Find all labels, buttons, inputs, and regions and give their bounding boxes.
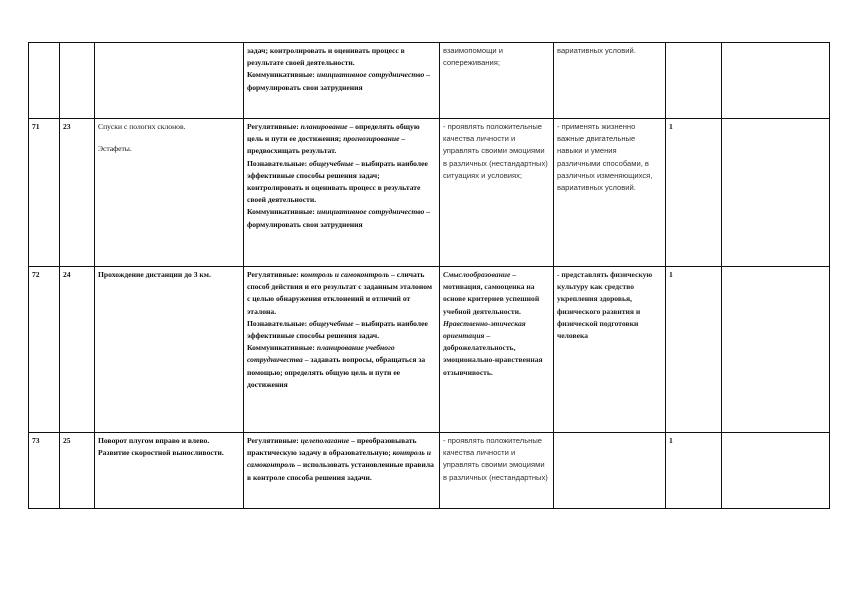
- table-row: [29, 267, 830, 433]
- row-number: 72: [29, 267, 60, 433]
- hours-cell: 1: [666, 119, 722, 267]
- topic-line: Поворот плугом вправо и влево. Развитие скоростной выносливости.: [98, 436, 224, 458]
- lesson-number: [60, 43, 95, 119]
- uud-cell: Регулятивные: целеполагание – преобразовывать практическую задачу в образовательную; контроль и самоконтроль – использовать установленные правила в контроле способа решения задачи.: [244, 433, 440, 509]
- row-number: 73: [29, 433, 60, 509]
- topic-line: Эстафеты.: [98, 144, 132, 154]
- subject-results-cell: вариативных условий.: [554, 43, 666, 119]
- table-row: [29, 43, 830, 119]
- row-number: 71: [29, 119, 60, 267]
- lesson-topic: [95, 433, 244, 509]
- notes-cell: [722, 433, 830, 509]
- lesson-plan-table: [28, 42, 830, 509]
- personal-results-cell: Смыслообразование – мотивация, самооценка на основе критериев успешной учебной деятельности. Нравственно-этическая ориентация – доброжелательность, эмоционально-нравственная отзывчивость.: [440, 267, 554, 433]
- uud-cell: Регулятивные: контроль и самоконтроль – сличать способ действия и его результат с заданным эталоном с целью обнаружения отклонений и отличий от эталона. Познавательные: общеучебные – выбирать наиболее эффективные способы решения задач. Коммуникативные: планирование учебного сотрудничества – задавать вопросы, обращаться за помощью; определять общую цель и пути ее достижения: [244, 267, 440, 433]
- lesson-number: 23: [60, 119, 95, 267]
- lesson-number: 25: [60, 433, 95, 509]
- subject-results-cell: - применять жизненно важные двигательные навыки и умения различными способами, в различных изменяющихся, вариативных условий.: [554, 119, 666, 267]
- hours-cell: 1: [666, 433, 722, 509]
- notes-cell: [722, 119, 830, 267]
- lesson-topic: [95, 119, 244, 267]
- topic-line: Спуски с пологих склонов.: [98, 122, 186, 131]
- notes-cell: [722, 267, 830, 433]
- personal-results-cell: - проявлять положительные качества личности и управлять своими эмоциями в различных (нестандартных): [440, 433, 554, 509]
- row-number: [29, 43, 60, 119]
- notes-cell: [722, 43, 830, 119]
- uud-cell: Регулятивные: планирование – определять общую цель и пути ее достижения; прогнозирование – предвосхищать результат. Познавательные: общеучебные – выбирать наиболее эффективные способы решения задач; контролировать и оценивать процесс в результате своей деятельности. Коммуникативные: инициативное сотрудничество – формулировать свои затруднения: [244, 119, 440, 267]
- lesson-topic: [95, 267, 244, 433]
- subject-results-cell: - представлять физическую культуру как средство укрепления здоровья, физического развития и физической подготовки человека: [554, 267, 666, 433]
- uud-cell: задач; контролировать и оценивать процесс в результате своей деятельности. Коммуникативные: инициативное сотрудничество – формулировать свои затруднения: [244, 43, 440, 119]
- subject-results-cell: [554, 433, 666, 509]
- personal-results-cell: взаимопомощи и сопереживания;: [440, 43, 554, 119]
- hours-cell: [666, 43, 722, 119]
- topic-line: Прохождение дистанции до 3 км.: [98, 270, 211, 279]
- table-row: [29, 433, 830, 509]
- personal-results-cell: - проявлять положительные качества личности и управлять своими эмоциями в различных (нестандартных) ситуациях и условиях;: [440, 119, 554, 267]
- table-row: [29, 119, 830, 267]
- hours-cell: 1: [666, 267, 722, 433]
- lesson-number: 24: [60, 267, 95, 433]
- lesson-topic: [95, 43, 244, 119]
